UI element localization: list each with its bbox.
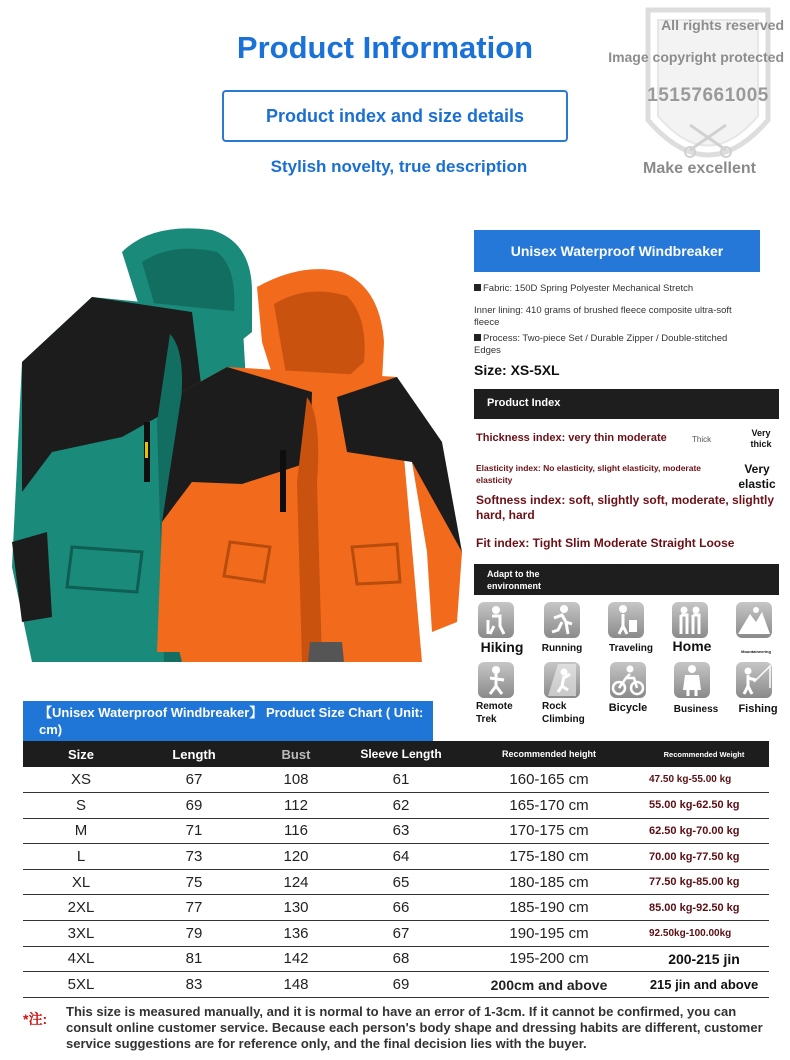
cell-weight: 47.50 kg-55.00 kg bbox=[639, 767, 769, 793]
hiking-icon bbox=[478, 602, 514, 638]
activity-label-bicycle: Bicycle bbox=[608, 702, 648, 714]
cell-sleeve: 67 bbox=[343, 921, 459, 947]
thickness-index: Thickness index: very thin moderate bbox=[476, 432, 667, 444]
watermark-copyright: Image copyright protected bbox=[608, 49, 784, 65]
table-row bbox=[23, 767, 769, 793]
size-chart-header-row bbox=[23, 741, 769, 767]
cell-bust: 116 bbox=[249, 818, 343, 844]
cell-height: 160-165 cm bbox=[459, 767, 639, 793]
process-spec bbox=[474, 333, 756, 357]
watermark-phone: 15157661005 bbox=[647, 85, 769, 106]
environment-heading-text: Adapt to the environment bbox=[487, 569, 542, 591]
cell-weight: 85.00 kg-92.50 kg bbox=[639, 895, 769, 921]
rock-climbing-icon bbox=[544, 662, 580, 698]
table-row bbox=[23, 921, 769, 947]
cell-weight: 62.50 kg-70.00 kg bbox=[639, 818, 769, 844]
bullet-square-icon bbox=[474, 284, 481, 291]
cell-bust: 136 bbox=[249, 921, 343, 947]
cell-sleeve: 66 bbox=[343, 895, 459, 921]
size-chart-title: 【Unisex Waterproof Windbreaker】 Product Size Chart ( Unit: cm) bbox=[23, 701, 433, 743]
fabric-text: Fabric: 150D Spring Polyester Mechanical Stretch bbox=[483, 283, 694, 294]
elasticity-very-elastic: Very elastic bbox=[738, 462, 776, 491]
cell-size: S bbox=[23, 793, 139, 819]
cell-length: 79 bbox=[139, 921, 249, 947]
table-row bbox=[23, 793, 769, 819]
cell-bust: 124 bbox=[249, 869, 343, 895]
cell-length: 67 bbox=[139, 767, 249, 793]
activity-label-rock-climbing: Rock Climbing bbox=[542, 701, 585, 725]
cell-bust: 148 bbox=[249, 972, 343, 998]
cell-bust: 108 bbox=[249, 767, 343, 793]
table-row bbox=[23, 844, 769, 870]
cell-sleeve: 63 bbox=[343, 818, 459, 844]
cell-weight: 55.00 kg-62.50 kg bbox=[639, 793, 769, 819]
cell-height: 170-175 cm bbox=[459, 818, 639, 844]
cell-size: L bbox=[23, 844, 139, 870]
fishing-icon bbox=[736, 662, 772, 698]
watermark-slogan: Make excellent bbox=[643, 160, 756, 177]
activity-label-traveling: Traveling bbox=[609, 643, 653, 654]
table-row bbox=[23, 818, 769, 844]
cell-sleeve: 65 bbox=[343, 869, 459, 895]
process-text: Process: Two-piece Set / Durable Zipper / Double-stitched Edges bbox=[474, 333, 728, 356]
fabric-spec bbox=[474, 283, 774, 295]
activity-label-hiking: Hiking bbox=[480, 639, 524, 655]
fit-index: Fit index: Tight Slim Moderate Straight Loose bbox=[476, 536, 735, 550]
softness-index: Softness index: soft, slightly soft, moderate, slightly hard, hard bbox=[476, 493, 775, 522]
product-index-heading: Product Index bbox=[474, 389, 779, 419]
page-title: Product Information bbox=[236, 30, 534, 65]
index-box-heading: Product index and size details bbox=[222, 90, 568, 142]
table-row bbox=[23, 869, 769, 895]
cell-size: 4XL bbox=[23, 946, 139, 972]
column-header-bust: Bust bbox=[249, 741, 343, 767]
size-note: This size is measured manually, and it is normal to have an error of 1-3cm. If it cannot be confirmed, you can consult online customer service. Because each person's body shape and dressing habits are different, customer service suggestions are for reference only, and the final decision lies with the buyer. bbox=[66, 1004, 763, 1051]
cell-weight: 70.00 kg-77.50 kg bbox=[639, 844, 769, 870]
slogan: Stylish novelty, true description bbox=[270, 157, 528, 176]
lining-spec: Inner lining: 410 grams of brushed fleece composite ultra-soft fleece bbox=[474, 305, 732, 328]
cell-height: 180-185 cm bbox=[459, 869, 639, 895]
cell-size: 5XL bbox=[23, 972, 139, 998]
size-chart-table bbox=[23, 741, 769, 998]
cell-length: 75 bbox=[139, 869, 249, 895]
cell-height: 190-195 cm bbox=[459, 921, 639, 947]
table-row bbox=[23, 946, 769, 972]
cell-size: M bbox=[23, 818, 139, 844]
table-row bbox=[23, 895, 769, 921]
cell-size: XL bbox=[23, 869, 139, 895]
watermark-rights: All rights reserved bbox=[661, 17, 784, 33]
cell-bust: 120 bbox=[249, 844, 343, 870]
cell-length: 83 bbox=[139, 972, 249, 998]
cell-length: 77 bbox=[139, 895, 249, 921]
home-icon bbox=[672, 602, 708, 638]
running-icon bbox=[544, 602, 580, 638]
mountaineering-icon bbox=[736, 602, 772, 638]
cell-size: XS bbox=[23, 767, 139, 793]
cell-height: 195-200 cm bbox=[459, 946, 639, 972]
cell-sleeve: 61 bbox=[343, 767, 459, 793]
activity-label-remote-trek: Remote Trek bbox=[476, 701, 513, 725]
thickness-thick: Thick bbox=[692, 435, 712, 444]
cell-bust: 130 bbox=[249, 895, 343, 921]
thickness-very-thick: Very thick bbox=[750, 428, 772, 449]
column-header-height: Recommended height bbox=[459, 741, 639, 767]
environment-heading bbox=[474, 564, 779, 595]
activity-label-home: Home bbox=[672, 638, 712, 654]
cell-sleeve: 62 bbox=[343, 793, 459, 819]
cell-height: 185-190 cm bbox=[459, 895, 639, 921]
cell-size: 3XL bbox=[23, 921, 139, 947]
business-icon bbox=[674, 662, 710, 698]
column-header-size: Size bbox=[23, 741, 139, 767]
cell-sleeve: 68 bbox=[343, 946, 459, 972]
cell-length: 71 bbox=[139, 818, 249, 844]
cell-length: 73 bbox=[139, 844, 249, 870]
remote-trek-icon bbox=[478, 662, 514, 698]
activity-label-running: Running bbox=[541, 643, 583, 654]
product-name-banner: Unisex Waterproof Windbreaker bbox=[474, 230, 760, 272]
size-range: Size: XS-5XL bbox=[474, 362, 560, 378]
traveling-icon bbox=[608, 602, 644, 638]
cell-bust: 112 bbox=[249, 793, 343, 819]
cell-length: 69 bbox=[139, 793, 249, 819]
cell-sleeve: 69 bbox=[343, 972, 459, 998]
cell-bust: 142 bbox=[249, 946, 343, 972]
bicycle-icon bbox=[610, 662, 646, 698]
cell-length: 81 bbox=[139, 946, 249, 972]
cell-weight: 215 jin and above bbox=[639, 972, 769, 998]
cell-height: 175-180 cm bbox=[459, 844, 639, 870]
elasticity-index: Elasticity index: No elasticity, slight elasticity, moderate elasticity bbox=[476, 463, 702, 485]
activity-label-mountaineering: Mountaineering bbox=[741, 649, 771, 654]
cell-height: 200cm and above bbox=[459, 972, 639, 998]
cell-weight: 77.50 kg-85.00 kg bbox=[639, 869, 769, 895]
column-header-sleeve: Sleeve Length bbox=[343, 741, 459, 767]
cell-height: 165-170 cm bbox=[459, 793, 639, 819]
jackets-illustration bbox=[12, 222, 464, 672]
column-header-length: Length bbox=[139, 741, 249, 767]
column-header-weight: Recommended Weight bbox=[639, 741, 769, 767]
activity-label-business: Business bbox=[673, 704, 719, 715]
note-mark: *注: bbox=[23, 1011, 48, 1027]
activity-label-fishing: Fishing bbox=[738, 703, 778, 715]
bullet-square-icon bbox=[474, 334, 481, 341]
cell-weight: 200-215 jin bbox=[639, 946, 769, 972]
cell-sleeve: 64 bbox=[343, 844, 459, 870]
cell-weight: 92.50kg-100.00kg bbox=[639, 921, 769, 947]
cell-size: 2XL bbox=[23, 895, 139, 921]
table-row bbox=[23, 972, 769, 998]
